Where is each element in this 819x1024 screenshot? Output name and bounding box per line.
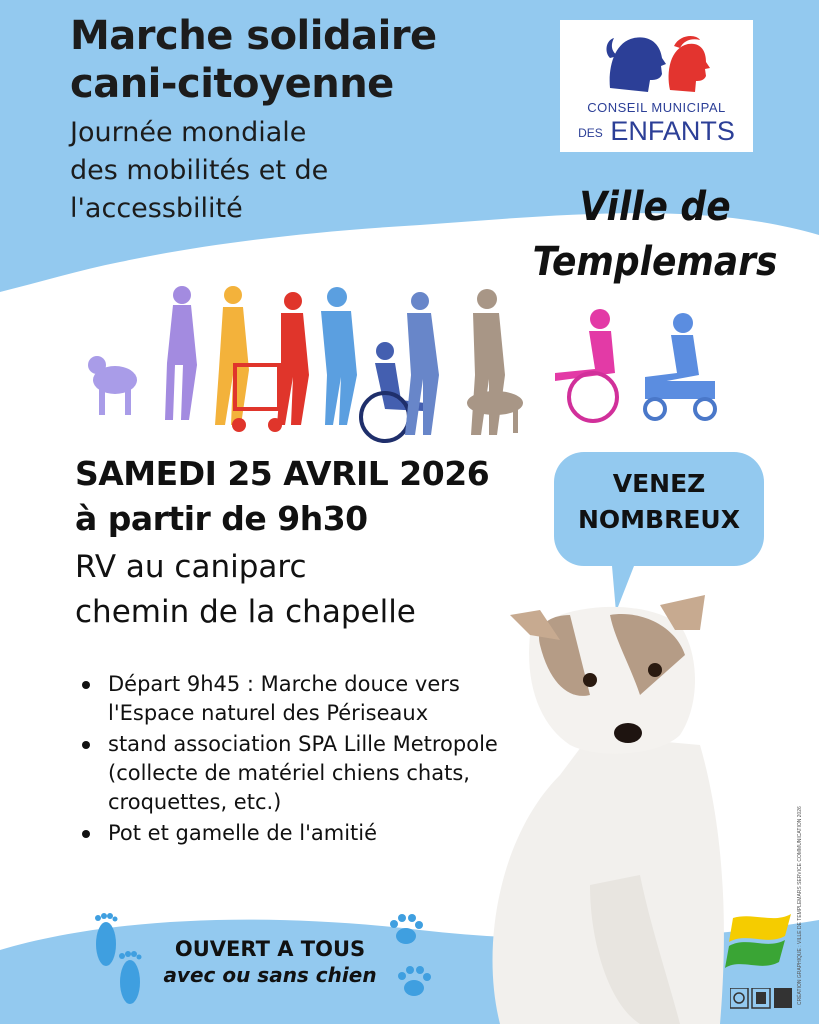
subtitle-line-3: l'accessbilité — [70, 193, 243, 224]
subtitle-line-2: des mobilités et de — [70, 155, 329, 186]
event-place-line-2: chemin de la chapelle — [75, 594, 416, 630]
program-item-2-line-1: stand association SPA Lille Metropole — [108, 732, 498, 756]
with-or-without-dog-text: avec ou sans chien — [163, 963, 377, 987]
paw-prints-icon — [386, 910, 436, 1006]
person-walking-orange-icon — [215, 286, 249, 425]
speech-bubble-text — [554, 466, 764, 538]
accessibility-icons — [730, 988, 792, 1010]
conseil-municipal-logo — [560, 20, 753, 152]
town-line-1: Ville de — [579, 184, 731, 230]
design-credit: CRÉATION GRAPHIQUE : VILLE DE TEMPLEMARS SERVICE COMMUNICATION 2026 — [797, 806, 803, 1005]
title-line-1: Marche solidaire — [70, 13, 437, 59]
event-place-line-1: RV au caniparc — [75, 549, 307, 585]
program-item-2-line-2: (collecte de matériel chiens chats, — [108, 761, 470, 785]
town-name — [520, 180, 790, 290]
children-profile-icon — [600, 28, 715, 98]
bubble-line-1: VENEZ — [612, 469, 706, 498]
jack-russell-dog-image — [440, 585, 740, 1024]
program-item-3-line-1: Pot et gamelle de l'amitié — [108, 821, 378, 845]
dog-silhouette-icon — [88, 356, 137, 415]
program-item-1-line-1: Départ 9h45 : Marche douce vers — [108, 672, 460, 696]
wheelchair-user-pink-icon — [555, 309, 617, 421]
templemars-flag-logo — [725, 912, 793, 970]
person-cane-icon — [165, 286, 197, 420]
town-line-2: Templemars — [532, 239, 778, 285]
mobility-silhouettes-illustration — [85, 285, 725, 445]
logo-text-enfants — [560, 116, 753, 148]
event-time: à partir de 9h30 — [75, 499, 368, 538]
program-item-1-line-2: l'Espace naturel des Périseaux — [108, 701, 429, 725]
bubble-line-2: NOMBREUX — [577, 505, 740, 534]
person-standing-blue-icon — [321, 287, 357, 425]
footprints-icon — [88, 910, 150, 1010]
open-to-all-text: OUVERT A TOUS — [174, 937, 366, 961]
logo-text-enfants-word: ENFANTS — [610, 116, 735, 146]
electric-wheelchair-user-icon — [645, 313, 715, 419]
program-item-2-line-3: croquettes, etc.) — [108, 790, 282, 814]
logo-text-des: DES — [578, 125, 603, 140]
title-line-2: cani-citoyenne — [70, 61, 394, 107]
poster-subtitle — [70, 114, 430, 228]
event-date: SAMEDI 25 AVRIL 2026 — [75, 454, 490, 493]
logo-text-conseil: CONSEIL MUNICIPAL — [587, 100, 726, 115]
person-walking-blue-icon — [405, 292, 439, 435]
poster-title — [70, 12, 530, 108]
person-guide-dog-icon — [467, 289, 523, 435]
subtitle-line-1: Journée mondiale — [70, 117, 307, 148]
